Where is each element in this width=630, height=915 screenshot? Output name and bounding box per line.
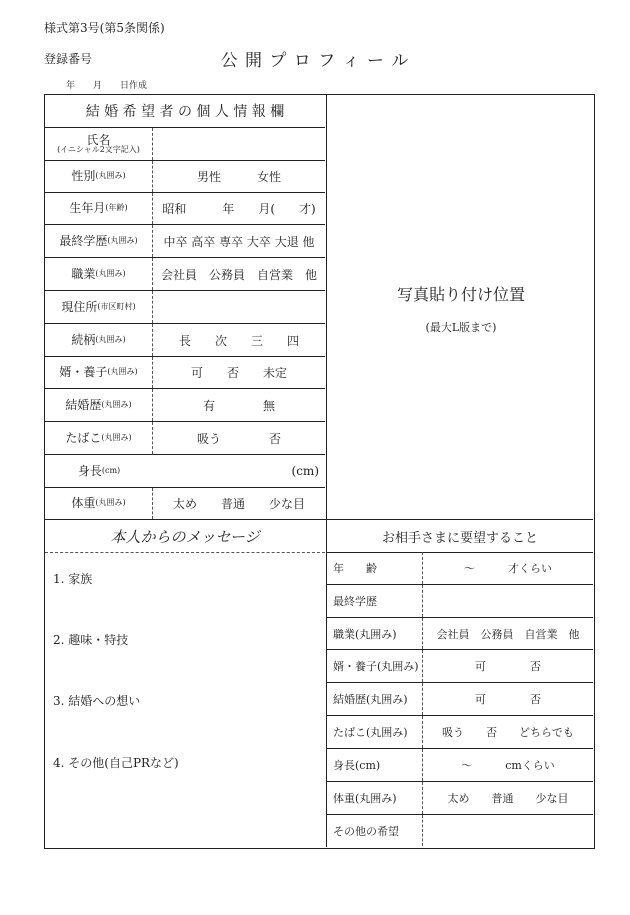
request-occupation-label: 職業(丸囲み) xyxy=(327,618,423,649)
request-education-label: 最終学歴 xyxy=(327,585,423,617)
height-label: 身長 (cm) xyxy=(77,463,121,478)
birth-row xyxy=(45,193,325,225)
name-label: 氏名 (イニシャル2文字記入) xyxy=(45,128,153,160)
relation-value[interactable]: 長 次 三 四 xyxy=(178,333,299,348)
tobacco-value[interactable]: 吸う 否 xyxy=(196,431,281,446)
request-row-tobacco xyxy=(327,716,593,749)
request-occupation-value[interactable]: 会社員 公務員 自営業 他 xyxy=(436,627,580,641)
relation-label: 続柄 (丸囲み) xyxy=(45,324,153,356)
request-row-height xyxy=(327,749,593,782)
tobacco-row xyxy=(45,422,325,455)
request-other-label: その他の希望 xyxy=(327,815,423,846)
request-marriage-history-label: 結婚歴(丸囲み) xyxy=(327,683,423,715)
address-label: 現住所 (市区町村) xyxy=(45,291,153,323)
weight-row xyxy=(45,488,325,519)
request-weight-label: 体重(丸囲み) xyxy=(327,782,423,814)
birth-label: 生年月 (年齢) xyxy=(45,193,153,224)
photo-title: 写真貼り付け位置 xyxy=(396,285,525,304)
profile-sheet xyxy=(44,94,595,849)
gender-value[interactable]: 男性 女性 xyxy=(196,170,281,184)
request-tobacco-value[interactable]: 吸う 否 どちらでも xyxy=(442,726,574,739)
request-adoption-label: 婿・養子(丸囲み) xyxy=(327,650,423,682)
request-weight-value[interactable]: 太め 普通 少な目 xyxy=(447,792,569,805)
adoption-label: 婿・養子 (丸囲み) xyxy=(45,357,153,388)
marriage-history-value[interactable]: 有 無 xyxy=(202,398,275,413)
birth-value[interactable]: 昭和 年 月( 才) xyxy=(162,202,316,216)
address-value[interactable] xyxy=(153,291,325,323)
request-row-occupation xyxy=(327,618,593,650)
request-height-value[interactable]: ～ cmくらい xyxy=(461,759,555,772)
request-tobacco-label: たばこ(丸囲み) xyxy=(327,716,423,748)
request-section xyxy=(327,520,593,847)
request-marriage-history-value[interactable]: 可 否 xyxy=(475,693,541,706)
education-row xyxy=(45,225,325,258)
name-value[interactable] xyxy=(153,128,325,160)
request-title: お相手さまに要望すること xyxy=(327,520,593,553)
form-number: 様式第3号(第5条関係) xyxy=(44,21,165,35)
bottom-section xyxy=(45,519,593,847)
message-section xyxy=(45,520,327,847)
message-item-family: 1. 家族 xyxy=(53,572,93,586)
marriage-history-label: 結婚歴 (丸囲み) xyxy=(45,389,153,421)
request-age-value[interactable]: ～ 才くらい xyxy=(464,562,552,575)
height-row xyxy=(45,455,325,488)
request-height-label: 身長(cm) xyxy=(327,749,423,781)
request-row-age xyxy=(327,552,593,585)
name-row xyxy=(45,128,325,161)
personal-section-title: 結 婚 希 望 者 の 個 人 情 報 欄 xyxy=(45,95,325,128)
weight-value[interactable]: 太め 普通 少な目 xyxy=(172,497,305,511)
created-date: 年 月 日作成 xyxy=(66,81,148,91)
education-value[interactable]: 中卒 高卒 専卒 大卒 大退 他 xyxy=(163,234,315,249)
request-education-value[interactable] xyxy=(423,585,593,617)
education-label: 最終学歴 (丸囲み) xyxy=(45,225,153,257)
gender-label: 性別 (丸囲み) xyxy=(45,161,153,192)
tobacco-label: たばこ (丸囲み) xyxy=(45,422,153,454)
personal-info-section xyxy=(45,95,327,519)
request-row-other xyxy=(327,815,593,846)
height-value[interactable]: (cm) xyxy=(291,464,319,478)
adoption-value[interactable]: 可 否 未定 xyxy=(190,366,287,380)
weight-label: 体重 (丸囲み) xyxy=(45,488,153,519)
adoption-row xyxy=(45,357,325,389)
registration-number-label: 登録番号 xyxy=(44,52,93,66)
address-row xyxy=(45,291,325,324)
photo-note: (最大L版まで) xyxy=(425,321,497,334)
relation-row xyxy=(45,324,325,357)
request-adoption-value[interactable]: 可 否 xyxy=(475,660,541,673)
message-item-marriage-thoughts: 3. 結婚への想い xyxy=(53,694,141,708)
message-item-other: 4. その他(自己PRなど) xyxy=(53,756,179,770)
request-age-label: 年 齢 xyxy=(327,552,423,584)
request-other-value[interactable] xyxy=(423,815,593,846)
marriage-history-row xyxy=(45,389,325,422)
request-row-education xyxy=(327,585,593,618)
occupation-label: 職業 (丸囲み) xyxy=(45,258,153,290)
occupation-value[interactable]: 会社員 公務員 自営業 他 xyxy=(160,267,317,282)
page-title: 公 開 プ ロ フ ィ ー ル xyxy=(220,51,410,71)
message-title: 本人からのメッセージ xyxy=(45,520,325,553)
request-row-weight xyxy=(327,782,593,815)
request-row-adoption xyxy=(327,650,593,683)
photo-area[interactable] xyxy=(327,95,595,519)
occupation-row xyxy=(45,258,325,291)
request-row-marriage-history xyxy=(327,683,593,716)
message-item-hobbies: 2. 趣味・特技 xyxy=(53,633,129,647)
gender-row xyxy=(45,161,325,193)
